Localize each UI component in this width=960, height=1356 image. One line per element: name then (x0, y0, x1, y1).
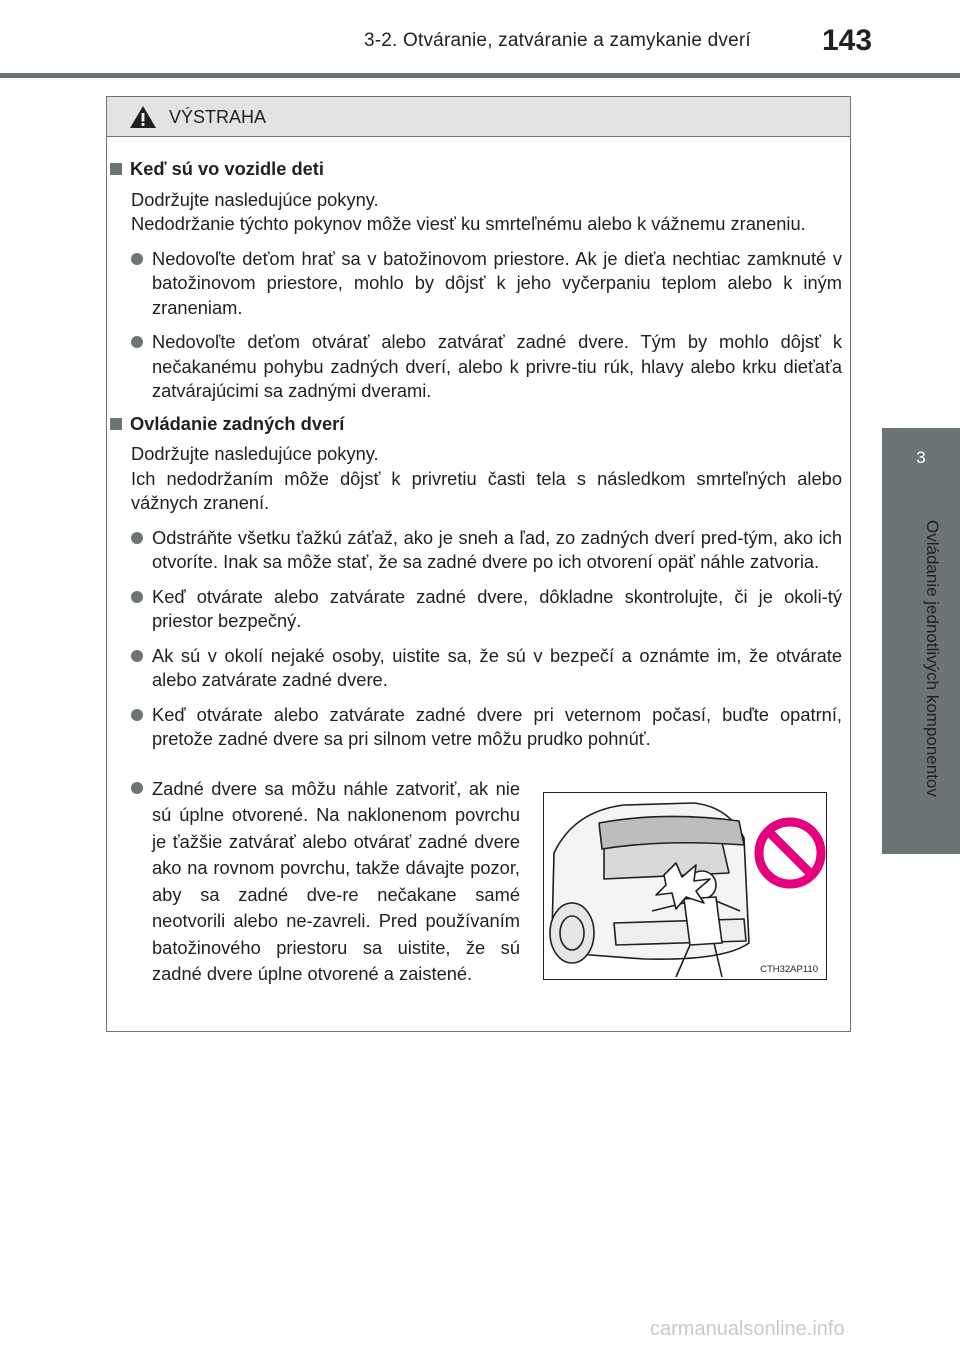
bullet-dot-icon (131, 591, 143, 603)
bullet-dot-icon (131, 782, 143, 794)
list-item: Keď otvárate alebo zatvárate zadné dvere, dôkladne skontrolujte, či je okoli-tý priestor bezpečný. (131, 585, 842, 634)
warning-triangle-icon (129, 105, 157, 129)
section-heading: Ovládanie zadných dverí (110, 412, 842, 437)
warning-title: VÝSTRAHA (169, 107, 267, 127)
list-item: Ak sú v okolí nejaké osoby, uistite sa, že sú v bezpečí a oznámte im, že otvárate alebo zatvárate zadné dvere. (131, 644, 842, 693)
list-item: Nedovoľte deťom hrať sa v batožinovom priestore. Ak je dieťa nechtiac zamknuté v batožinovom priestore, mohlo by dôjsť k jeho vyčerpaniu teplom alebo k iným zraneniam. (131, 247, 842, 321)
chapter-title: Ovládanie jednotlivých komponentov (923, 520, 942, 797)
paragraph: Ich nedodržaním môže dôjsť k privretiu časti tela s následkom smrteľných alebo vážnych zranení. (131, 467, 842, 513)
tailgate-warning-illustration (543, 792, 827, 980)
bullet-dot-icon (131, 253, 143, 265)
list-item: Zadné dvere sa môžu náhle zatvoriť, ak nie sú úplne otvorené. Na naklonenom povrchu je ťažšie zatvárať alebo otvárať zadné dvere ako na rovnom povrchu, takže dávajte pozor, aby sa zadné dve-re nečakane samé neotvorili alebo ne-zavreli. Pred používaním batožinového priestoru sa uistite, že sú zadné dvere úplne otvorené a zaistené. (131, 776, 520, 988)
paragraph: Nedodržanie týchto pokynov môže viesť ku smrteľnému alebo k vážnemu zraneniu. (131, 213, 806, 234)
bullet-dot-icon (131, 532, 143, 544)
paragraph: Dodržujte nasledujúce pokyny. (131, 188, 379, 210)
bullet-dot-icon (131, 336, 143, 348)
list-item: Keď otvárate alebo zatvárate zadné dvere pri veternom počasí, buďte opatrní, pretože zadné dvere sa pri silnom vetre môžu prudko pohnúť. (131, 703, 842, 752)
list-item: Odstráňte všetku ťažkú záťaž, ako je sneh a ľad, zo zadných dverí pred-tým, ako ich otvoríte. Inak sa môže stať, že sa zadné dvere po ich otvorení opäť náhle zatvoria. (131, 526, 842, 575)
prohibition-sign-icon (759, 822, 821, 884)
bullet-dot-icon (131, 709, 143, 721)
square-bullet-icon (110, 163, 122, 175)
page-number: 143 (822, 24, 873, 57)
list-item: Nedovoľte deťom otvárať alebo zatvárať zadné dvere. Tým by mohlo dôjsť k nečakanému pohybu zadných dverí, alebo k privre-tiu rúk, hlavy alebo krku dieťaťa zatvárajúcimi sa zadnými dverami. (131, 330, 842, 404)
car-tailgate-drawing (544, 793, 827, 980)
paragraph: Dodržujte nasledujúce pokyny. (131, 443, 379, 464)
watermark: carmanualsonline.info (650, 1318, 845, 1340)
bullet-dot-icon (131, 650, 143, 662)
section-heading: Keď sú vo vozidle deti (110, 157, 842, 182)
figure-code: CTH32AP110 (760, 964, 818, 975)
header-divider (0, 73, 960, 78)
square-bullet-icon (110, 418, 122, 430)
section-title: 3-2. Otváranie, zatváranie a zamykanie dverí (364, 30, 751, 51)
chapter-number: 3 (916, 448, 926, 467)
page-header (0, 0, 960, 80)
warning-header (107, 97, 850, 137)
